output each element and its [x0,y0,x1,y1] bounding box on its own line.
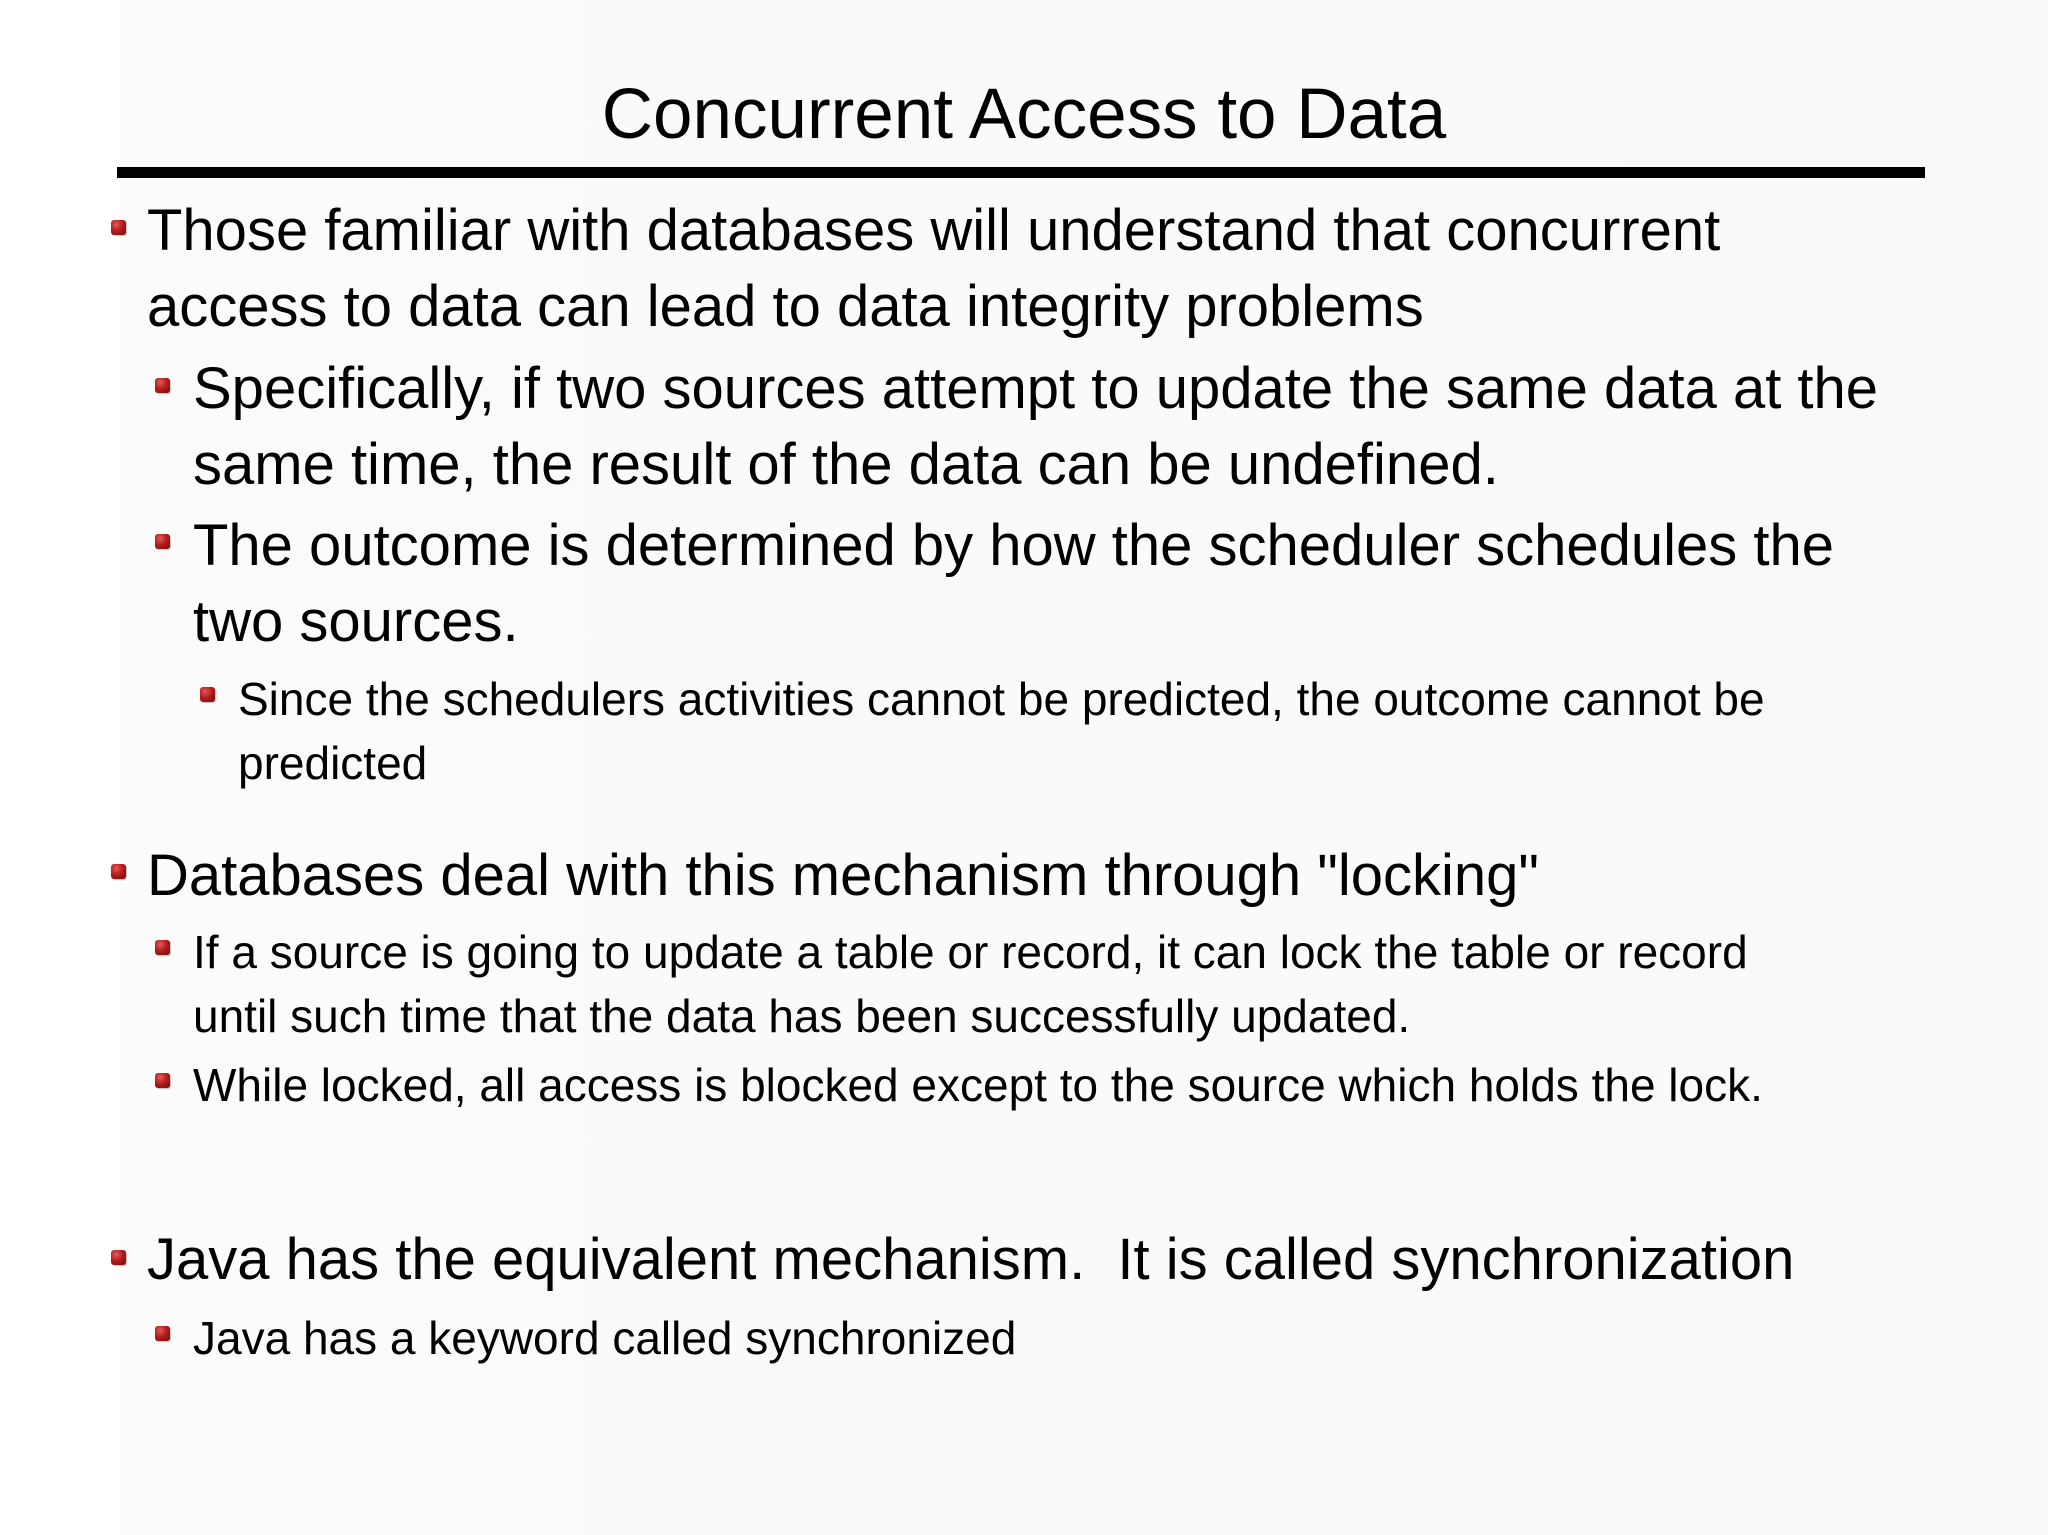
bullet-level2-text: Java has a keyword called synchronized [193,1312,1017,1364]
square-bullet-icon [111,220,126,235]
square-bullet-icon [155,1326,170,1341]
square-bullet-icon [200,687,215,702]
square-bullet-icon [111,864,126,879]
bullet-level1-text: Those familiar with databases will understand that concurrent access to data can lead to data integrity problems [147,198,1737,339]
bullet-level1-text: Java has the equivalent mechanism. It is called synchronization [147,1227,1795,1292]
title-divider [117,167,1925,178]
square-bullet-icon [155,534,170,549]
bullet-level2-text: While locked, all access is blocked except to the source which holds the lock. [193,1059,1763,1111]
bullet-level1-text: Databases deal with this mechanism through "locking" [147,843,1539,908]
bullet-level2-text: If a source is going to update a table or record, it can lock the table or record until such time that the data has been successfully updated. [193,926,1761,1042]
square-bullet-icon [155,1073,170,1088]
square-bullet-icon [111,1250,126,1265]
bullet-level2-text: The outcome is determined by how the scheduler schedules the two sources. [193,513,1851,654]
bullet-level3-text: Since the schedulers activities cannot be predicted, the outcome cannot be predicted [238,673,1778,789]
square-bullet-icon [155,940,170,955]
bullet-level2-text: Specifically, if two sources attempt to update the same data at the same time, the result of the data can be undefined. [193,356,1895,497]
slide-title: Concurrent Access to Data [601,75,1447,154]
square-bullet-icon [155,378,170,393]
